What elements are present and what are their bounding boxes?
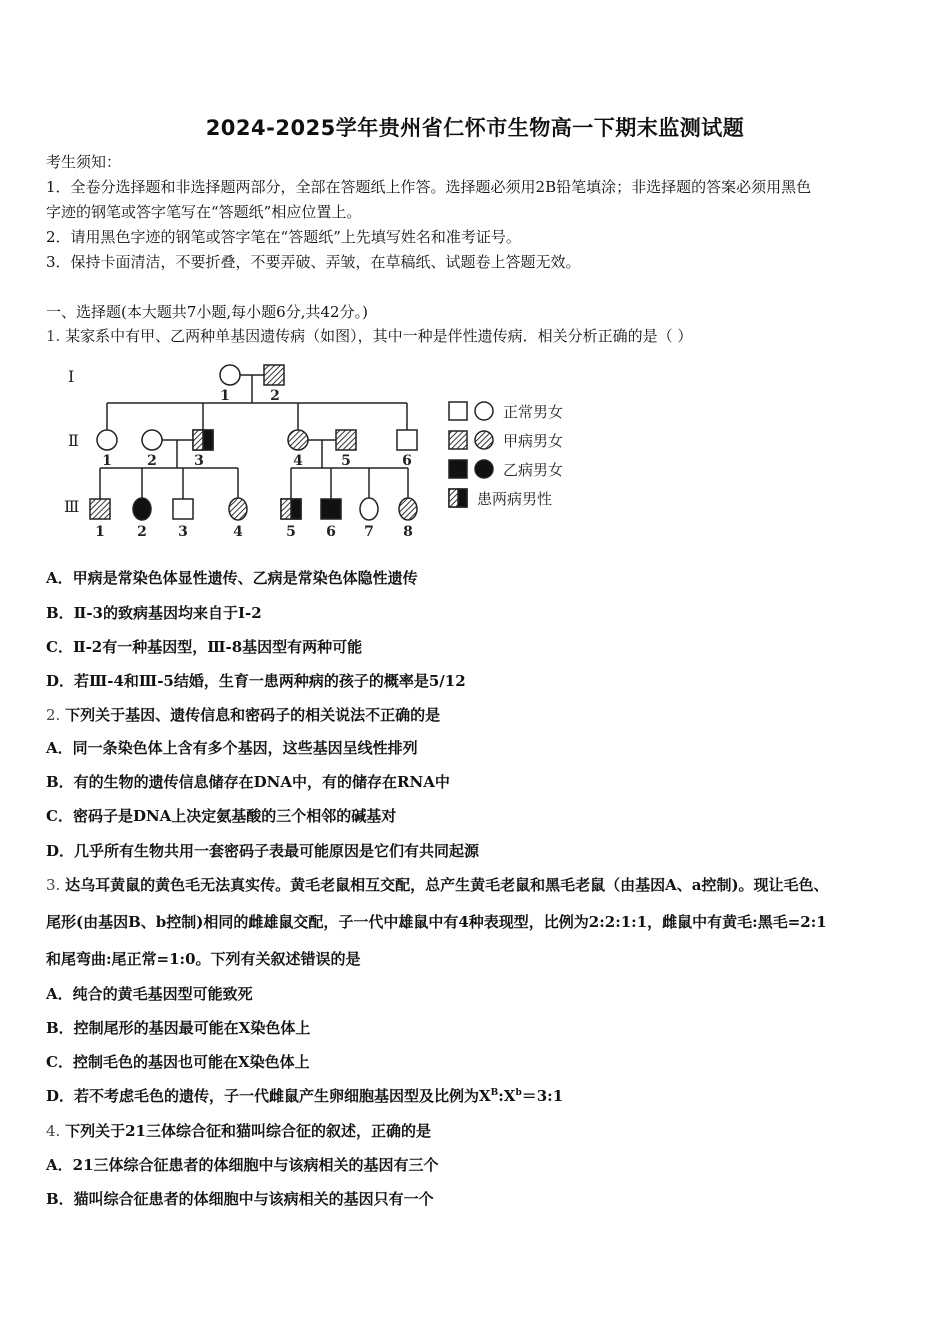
- individual-number: 8: [403, 524, 413, 540]
- option-a: A．纯合的黄毛基因型可能致死: [46, 985, 253, 1003]
- question-number: 1.: [46, 327, 61, 345]
- question-3-stem-line: 尾形(由基因B、b控制)相同的雌雄鼠交配，子一代中雄鼠中有4种表现型，比例为2:2:1:1，雌鼠中有黄毛:黑毛=2:1: [46, 913, 827, 931]
- option-b: B．控制尾形的基因最可能在X染色体上: [46, 1019, 311, 1037]
- generation-label: Ⅰ: [68, 367, 75, 386]
- generation-label: Ⅲ: [64, 497, 80, 516]
- individual-number: 2: [147, 453, 157, 469]
- individual-number: 7: [364, 524, 374, 540]
- option-b: B．猫叫综合征患者的体细胞中与该病相关的基因只有一个: [46, 1190, 434, 1208]
- individual-number: 4: [233, 524, 243, 540]
- question-number: 4.: [46, 1122, 61, 1140]
- question-3-stem: 3. 达乌耳黄鼠的黄色毛无法真实传。黄毛老鼠相互交配，总产生黄毛老鼠和黑毛老鼠（由基因A、a控制)。现让毛色、: [46, 876, 829, 894]
- option-c: C．密码子是DNA上决定氨基酸的三个相邻的碱基对: [46, 807, 397, 825]
- question-number: 3.: [46, 876, 61, 894]
- individual-number: 6: [402, 453, 412, 469]
- individual-number: 1: [95, 524, 105, 540]
- notice-line: 2．请用黑色字迹的钢笔或答字笔在“答题纸”上先填写姓名和准考证号。: [46, 228, 521, 246]
- question-4-stem: 4. 下列关于21三体综合征和猫叫综合征的叙述，正确的是: [46, 1122, 431, 1140]
- legend-label: 甲病男女: [503, 432, 564, 450]
- option-a: A．同一条染色体上含有多个基因，这些基因呈线性排列: [46, 739, 418, 757]
- individual-number: 2: [270, 388, 280, 404]
- individual-number: 4: [293, 453, 303, 469]
- question-number: 2.: [46, 706, 61, 724]
- option-d: D．若Ⅲ-4和Ⅲ-5结婚，生育一患两种病的孩子的概率是5/12: [46, 672, 466, 690]
- individual-number: 3: [178, 524, 188, 540]
- legend-label: 患两病男性: [477, 490, 553, 508]
- notice-heading: 考生须知：: [46, 153, 122, 171]
- individual-number: 2: [137, 524, 147, 540]
- individual-number: 3: [194, 453, 204, 469]
- individual-number: 1: [102, 453, 112, 469]
- page-title: 2024-2025学年贵州省仁怀市生物高一下期末监测试题: [205, 116, 745, 140]
- individual-number: 1: [220, 388, 230, 404]
- individual-number: 6: [326, 524, 336, 540]
- option-a: A．甲病是常染色体显性遗传、乙病是常染色体隐性遗传: [46, 569, 418, 587]
- option-b: B．有的生物的遗传信息储存在DNA中，有的储存在RNA中: [46, 773, 450, 791]
- individual-number: 5: [286, 524, 296, 540]
- option-a: A．21三体综合征患者的体细胞中与该病相关的基因有三个: [46, 1156, 439, 1174]
- option-d: D．几乎所有生物共用一套密码子表最可能原因是它们有共同起源: [46, 842, 480, 860]
- notice-line: 3．保持卡面清洁，不要折叠，不要弄破、弄皱，在草稿纸、试题卷上答题无效。: [46, 253, 581, 271]
- option-c: C．Ⅱ-2有一种基因型，Ⅲ-8基因型有两种可能: [46, 638, 363, 656]
- option-d: D．若不考虑毛色的遗传，子一代雌鼠产生卵细胞基因型及比例为$X^B:X^b=3:1$: [46, 1087, 564, 1105]
- individual-number: 5: [341, 453, 351, 469]
- question-3-stem-line: 和尾弯曲:尾正常=1:0。下列有关叙述错误的是: [46, 950, 361, 968]
- pedigree-figure: [55, 358, 595, 543]
- generation-label: Ⅱ: [68, 431, 79, 450]
- section-heading: 一、选择题(本大题共7小题,每小题6分,共42分。): [46, 303, 368, 321]
- legend-label: 正常男女: [503, 403, 564, 421]
- notice-line: 字迹的钢笔或答字笔写在“答题纸”相应位置上。: [46, 203, 362, 221]
- notice-line: 1．全卷分选择题和非选择题两部分，全部在答题纸上作答。选择题必须用2B铅笔填涂；非选择题的答案必须用黑色: [46, 178, 812, 196]
- question-1-stem: 1. 某家系中有甲、乙两种单基因遗传病（如图），其中一种是伴性遗传病．相关分析正确的是（ ）: [46, 327, 693, 345]
- question-2-stem: 2. 下列关于基因、遗传信息和密码子的相关说法不正确的是: [46, 706, 441, 724]
- legend-label: 乙病男女: [503, 461, 564, 479]
- option-b: B．Ⅱ-3的致病基因均来自于Ⅰ-2: [46, 604, 262, 622]
- option-c: C．控制毛色的基因也可能在X染色体上: [46, 1053, 310, 1071]
